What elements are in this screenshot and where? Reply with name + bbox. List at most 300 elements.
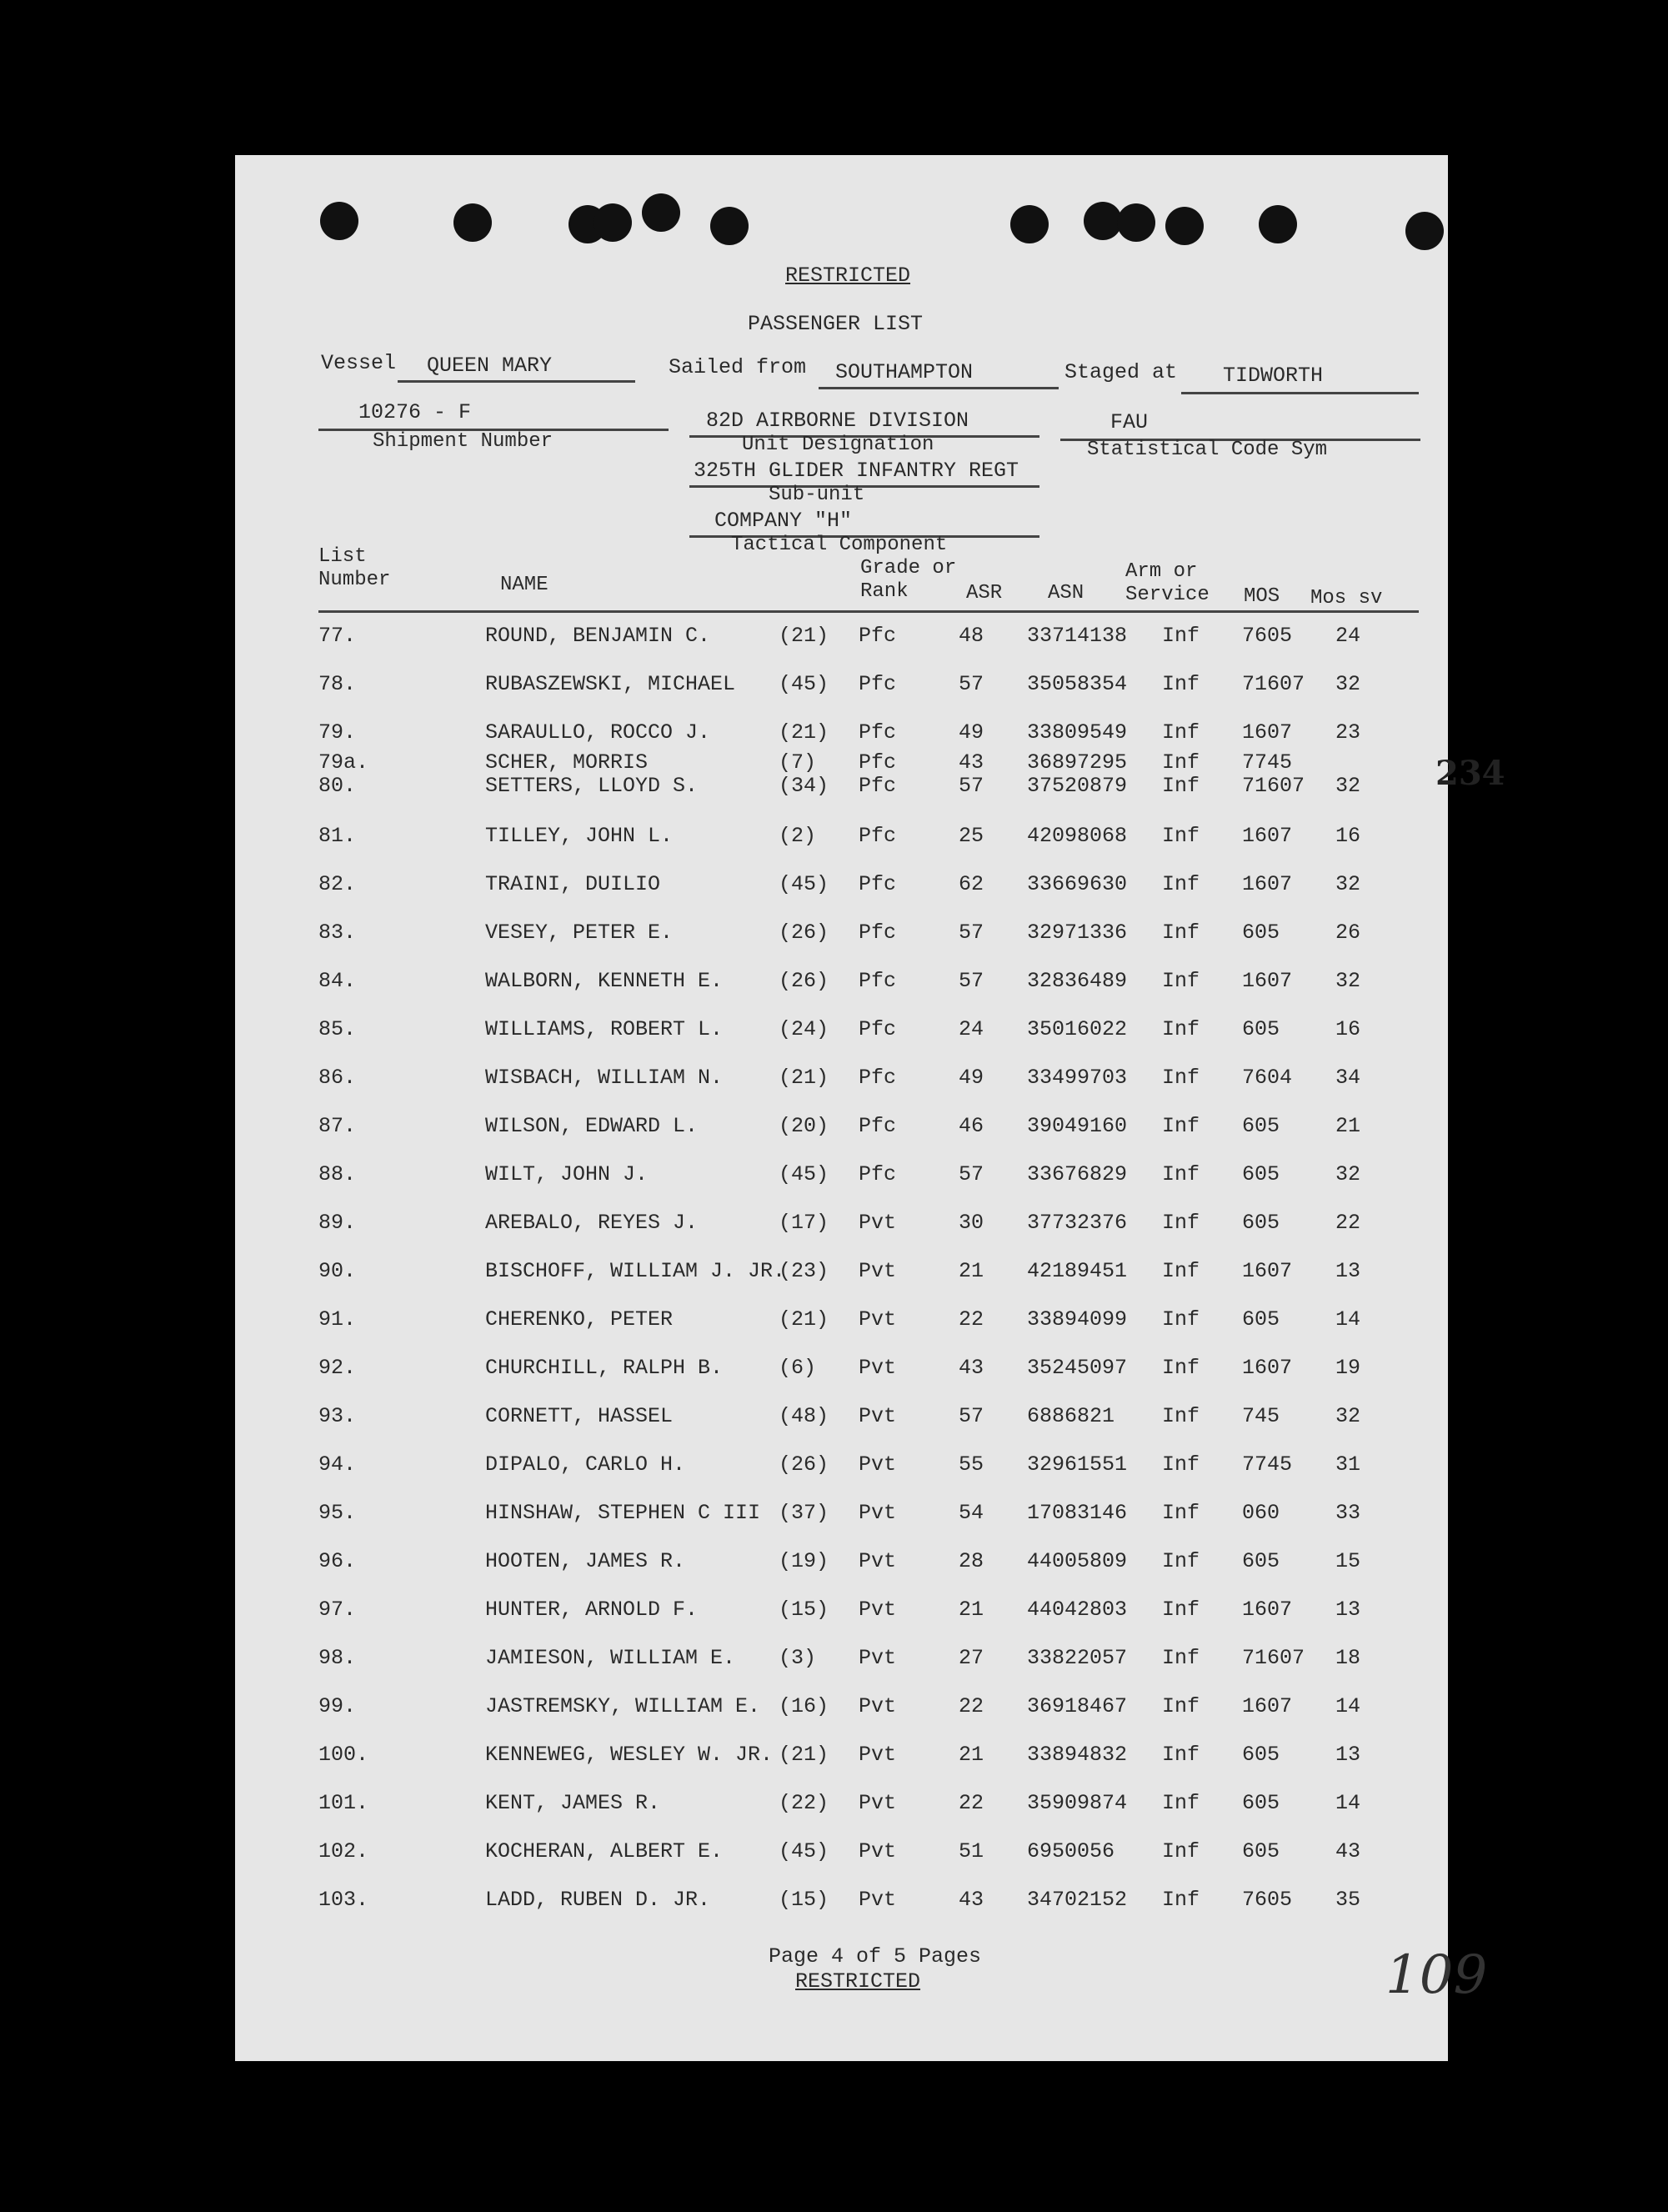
mos-service: 32 bbox=[1335, 1404, 1361, 1428]
passenger-name: TILLEY, JOHN L. bbox=[485, 824, 674, 848]
list-number: 86. bbox=[318, 1066, 357, 1090]
arm-service: Inf bbox=[1162, 750, 1200, 775]
col-asr: ASR bbox=[966, 582, 1003, 604]
col-name: NAME bbox=[500, 574, 548, 596]
rank: Pfc bbox=[859, 824, 897, 848]
asn: 37520879 bbox=[1027, 774, 1128, 798]
list-number: 79. bbox=[318, 720, 357, 745]
punch-hole bbox=[1259, 205, 1297, 243]
mos: 71607 bbox=[1242, 774, 1305, 798]
table-row bbox=[235, 1694, 1448, 1728]
list-number: 89. bbox=[318, 1211, 357, 1235]
mos-service: 33 bbox=[1335, 1501, 1361, 1525]
asn: 33822057 bbox=[1027, 1646, 1128, 1670]
arm-service: Inf bbox=[1162, 1404, 1200, 1428]
table-row bbox=[235, 1598, 1448, 1631]
col-mossv: Mos sv bbox=[1310, 587, 1383, 609]
staged-line bbox=[1181, 392, 1419, 394]
mos: 7745 bbox=[1242, 750, 1293, 775]
rank: Pvt bbox=[859, 1646, 897, 1670]
mos: 605 bbox=[1242, 1743, 1280, 1767]
vessel-label: Vessel bbox=[321, 351, 397, 375]
mos: 7745 bbox=[1242, 1452, 1293, 1477]
mos: 605 bbox=[1242, 1307, 1280, 1332]
rank: Pfc bbox=[859, 720, 897, 745]
table-row bbox=[235, 1888, 1448, 1921]
table-row bbox=[235, 1066, 1448, 1099]
code: (19) bbox=[779, 1549, 829, 1573]
vessel-line bbox=[398, 380, 635, 383]
asr: 57 bbox=[959, 1162, 984, 1186]
asr: 55 bbox=[959, 1452, 984, 1477]
mos: 1607 bbox=[1242, 824, 1293, 848]
mos: 7605 bbox=[1242, 624, 1293, 648]
arm-service: Inf bbox=[1162, 1743, 1200, 1767]
mos: 7605 bbox=[1242, 1888, 1293, 1912]
mos-service: 23 bbox=[1335, 720, 1361, 745]
asr: 49 bbox=[959, 1066, 984, 1090]
code: (21) bbox=[779, 624, 829, 648]
asn: 33669630 bbox=[1027, 872, 1128, 896]
col-list: List bbox=[318, 545, 367, 568]
list-number: 97. bbox=[318, 1598, 357, 1622]
list-number: 103. bbox=[318, 1888, 369, 1912]
code: (45) bbox=[779, 1162, 829, 1186]
punch-hole bbox=[594, 203, 632, 242]
rank: Pfc bbox=[859, 920, 897, 945]
table-row bbox=[235, 1017, 1448, 1051]
passenger-name: CHERENKO, PETER bbox=[485, 1307, 674, 1332]
mos: 1607 bbox=[1242, 720, 1293, 745]
mos-service: 32 bbox=[1335, 872, 1361, 896]
list-number: 98. bbox=[318, 1646, 357, 1670]
arm-service: Inf bbox=[1162, 1356, 1200, 1380]
code: (26) bbox=[779, 969, 829, 993]
mos: 1607 bbox=[1242, 1259, 1293, 1283]
passenger-name: AREBALO, REYES J. bbox=[485, 1211, 699, 1235]
mos: 1607 bbox=[1242, 1694, 1293, 1718]
rank: Pvt bbox=[859, 1356, 897, 1380]
asr: 54 bbox=[959, 1501, 984, 1525]
passenger-name: LADD, RUBEN D. JR. bbox=[485, 1888, 711, 1912]
code: (16) bbox=[779, 1694, 829, 1718]
col-grade: Grade or bbox=[860, 557, 957, 579]
col-rank: Rank bbox=[860, 580, 909, 603]
mos: 605 bbox=[1242, 1114, 1280, 1138]
mos: 745 bbox=[1242, 1404, 1280, 1428]
rank: Pfc bbox=[859, 624, 897, 648]
shipment-label: Shipment Number bbox=[373, 430, 553, 453]
code: (7) bbox=[779, 750, 817, 775]
mos: 605 bbox=[1242, 1791, 1280, 1815]
list-number: 93. bbox=[318, 1404, 357, 1428]
passenger-name: WALBORN, KENNETH E. bbox=[485, 969, 724, 993]
table-row bbox=[235, 1356, 1448, 1389]
arm-service: Inf bbox=[1162, 969, 1200, 993]
asn: 34702152 bbox=[1027, 1888, 1128, 1912]
staged-label: Staged at bbox=[1064, 360, 1178, 384]
code: (48) bbox=[779, 1404, 829, 1428]
mos-service: 34 bbox=[1335, 1066, 1361, 1090]
asr: 49 bbox=[959, 720, 984, 745]
table-row bbox=[235, 1791, 1448, 1824]
asr: 21 bbox=[959, 1598, 984, 1622]
asn: 44005809 bbox=[1027, 1549, 1128, 1573]
table-row bbox=[235, 920, 1448, 954]
passenger-name: WILLIAMS, ROBERT L. bbox=[485, 1017, 724, 1041]
list-number: 79a. bbox=[318, 750, 369, 775]
arm-service: Inf bbox=[1162, 672, 1200, 696]
code: (21) bbox=[779, 1307, 829, 1332]
mos: 7604 bbox=[1242, 1066, 1293, 1090]
restricted-footer: RESTRICTED bbox=[795, 1969, 921, 1994]
asn: 35245097 bbox=[1027, 1356, 1128, 1380]
mos-service: 18 bbox=[1335, 1646, 1361, 1670]
table-row bbox=[235, 624, 1448, 657]
document-page bbox=[235, 155, 1505, 2061]
sailed-label: Sailed from bbox=[669, 355, 807, 379]
mos: 605 bbox=[1242, 1549, 1280, 1573]
arm-service: Inf bbox=[1162, 1066, 1200, 1090]
mos-service: 24 bbox=[1335, 624, 1361, 648]
code: (15) bbox=[779, 1888, 829, 1912]
asr: 57 bbox=[959, 672, 984, 696]
mos-service: 16 bbox=[1335, 824, 1361, 848]
asn: 36918467 bbox=[1027, 1694, 1128, 1718]
arm-service: Inf bbox=[1162, 920, 1200, 945]
rank: Pfc bbox=[859, 969, 897, 993]
code: (45) bbox=[779, 1839, 829, 1863]
mos: 1607 bbox=[1242, 1356, 1293, 1380]
table-row bbox=[235, 969, 1448, 1002]
list-number: 82. bbox=[318, 872, 357, 896]
code: (21) bbox=[779, 1743, 829, 1767]
statistical-code: FAU bbox=[1110, 410, 1149, 434]
table-row bbox=[235, 1259, 1448, 1292]
asn: 35909874 bbox=[1027, 1791, 1128, 1815]
document-title: PASSENGER LIST bbox=[748, 312, 924, 336]
arm-service: Inf bbox=[1162, 1646, 1200, 1670]
mos: 605 bbox=[1242, 920, 1280, 945]
mos: 71607 bbox=[1242, 1646, 1305, 1670]
vessel-value: QUEEN MARY bbox=[427, 354, 553, 378]
rank: Pfc bbox=[859, 672, 897, 696]
mos-service: 14 bbox=[1335, 1307, 1361, 1332]
asr: 46 bbox=[959, 1114, 984, 1138]
list-number: 87. bbox=[318, 1114, 357, 1138]
arm-service: Inf bbox=[1162, 1694, 1200, 1718]
asn: 39049160 bbox=[1027, 1114, 1128, 1138]
component-label: Tactical Component bbox=[731, 534, 948, 556]
list-number: 94. bbox=[318, 1452, 357, 1477]
col-service: Service bbox=[1125, 584, 1210, 606]
asn: 32836489 bbox=[1027, 969, 1128, 993]
list-number: 102. bbox=[318, 1839, 369, 1863]
rank: Pfc bbox=[859, 872, 897, 896]
list-number: 96. bbox=[318, 1549, 357, 1573]
list-number: 91. bbox=[318, 1307, 357, 1332]
restricted-header: RESTRICTED bbox=[785, 263, 911, 288]
arm-service: Inf bbox=[1162, 1259, 1200, 1283]
table-row bbox=[235, 1307, 1448, 1341]
arm-service: Inf bbox=[1162, 1211, 1200, 1235]
code: (34) bbox=[779, 774, 829, 798]
subunit-label: Sub-unit bbox=[769, 484, 865, 506]
table-row bbox=[235, 1646, 1448, 1679]
rank: Pvt bbox=[859, 1598, 897, 1622]
rank: Pfc bbox=[859, 1017, 897, 1041]
rank: Pvt bbox=[859, 1743, 897, 1767]
mos-service: 16 bbox=[1335, 1017, 1361, 1041]
arm-service: Inf bbox=[1162, 1307, 1200, 1332]
rank: Pvt bbox=[859, 1259, 897, 1283]
arm-service: Inf bbox=[1162, 1162, 1200, 1186]
staged-value: TIDWORTH bbox=[1223, 364, 1324, 388]
tactical-component: COMPANY "H" bbox=[714, 509, 853, 533]
arm-service: Inf bbox=[1162, 1017, 1200, 1041]
asn: 33894832 bbox=[1027, 1743, 1128, 1767]
asn: 6886821 bbox=[1027, 1404, 1115, 1428]
list-number: 83. bbox=[318, 920, 357, 945]
col-asn: ASN bbox=[1048, 582, 1084, 604]
sailed-line bbox=[819, 387, 1059, 389]
passenger-name: VESEY, PETER E. bbox=[485, 920, 674, 945]
passenger-name: BISCHOFF, WILLIAM J. JR. bbox=[485, 1259, 786, 1283]
code: (21) bbox=[779, 720, 829, 745]
arm-service: Inf bbox=[1162, 1501, 1200, 1525]
unit-label: Unit Designation bbox=[742, 434, 934, 456]
mos-service: 26 bbox=[1335, 920, 1361, 945]
passenger-name: JAMIESON, WILLIAM E. bbox=[485, 1646, 736, 1670]
code: (22) bbox=[779, 1791, 829, 1815]
arm-service: Inf bbox=[1162, 1839, 1200, 1863]
mos-service: 19 bbox=[1335, 1356, 1361, 1380]
asn: 33894099 bbox=[1027, 1307, 1128, 1332]
code: (20) bbox=[779, 1114, 829, 1138]
mos: 605 bbox=[1242, 1839, 1280, 1863]
passenger-name: KENT, JAMES R. bbox=[485, 1791, 661, 1815]
table-row bbox=[235, 1114, 1448, 1147]
list-number: 99. bbox=[318, 1694, 357, 1718]
passenger-name: SARAULLO, ROCCO J. bbox=[485, 720, 711, 745]
code: (6) bbox=[779, 1356, 817, 1380]
mos: 1607 bbox=[1242, 969, 1293, 993]
rank: Pfc bbox=[859, 1162, 897, 1186]
code: (26) bbox=[779, 1452, 829, 1477]
asr: 25 bbox=[959, 824, 984, 848]
mos: 605 bbox=[1242, 1211, 1280, 1235]
mos: 060 bbox=[1242, 1501, 1280, 1525]
shipment-number: 10276 - F bbox=[358, 400, 472, 424]
col-mos: MOS bbox=[1244, 585, 1280, 608]
table-row bbox=[235, 1743, 1448, 1776]
passenger-name: SCHER, MORRIS bbox=[485, 750, 649, 775]
list-number: 77. bbox=[318, 624, 357, 648]
rank: Pvt bbox=[859, 1211, 897, 1235]
mos-service: 13 bbox=[1335, 1259, 1361, 1283]
asn: 35058354 bbox=[1027, 672, 1128, 696]
code: (45) bbox=[779, 872, 829, 896]
passenger-name: WILT, JOHN J. bbox=[485, 1162, 649, 1186]
asn: 42189451 bbox=[1027, 1259, 1128, 1283]
asr: 57 bbox=[959, 1404, 984, 1428]
rank: Pvt bbox=[859, 1501, 897, 1525]
subunit-designation: 325TH GLIDER INFANTRY REGT bbox=[694, 459, 1019, 483]
punch-hole bbox=[1010, 205, 1049, 243]
list-number: 101. bbox=[318, 1791, 369, 1815]
statistical-label: Statistical Code Sym bbox=[1087, 439, 1328, 461]
passenger-name: HINSHAW, STEPHEN C III bbox=[485, 1501, 761, 1525]
punch-hole bbox=[453, 203, 492, 242]
rank: Pfc bbox=[859, 1114, 897, 1138]
mos-service: 32 bbox=[1335, 1162, 1361, 1186]
passenger-name: WILSON, EDWARD L. bbox=[485, 1114, 699, 1138]
asn: 33809549 bbox=[1027, 720, 1128, 745]
arm-service: Inf bbox=[1162, 774, 1200, 798]
list-number: 80. bbox=[318, 774, 357, 798]
table-row bbox=[235, 1404, 1448, 1437]
rank: Pvt bbox=[859, 1839, 897, 1863]
mos: 1607 bbox=[1242, 872, 1293, 896]
mos: 71607 bbox=[1242, 672, 1305, 696]
arm-service: Inf bbox=[1162, 1598, 1200, 1622]
passenger-name: HOOTEN, JAMES R. bbox=[485, 1549, 686, 1573]
asr: 57 bbox=[959, 969, 984, 993]
passenger-name: CHURCHILL, RALPH B. bbox=[485, 1356, 724, 1380]
rank: Pfc bbox=[859, 774, 897, 798]
code: (23) bbox=[779, 1259, 829, 1283]
passenger-name: WISBACH, WILLIAM N. bbox=[485, 1066, 724, 1090]
code: (15) bbox=[779, 1598, 829, 1622]
asr: 22 bbox=[959, 1791, 984, 1815]
asn: 33499703 bbox=[1027, 1066, 1128, 1090]
mos: 1607 bbox=[1242, 1598, 1293, 1622]
rank: Pfc bbox=[859, 750, 897, 775]
list-number: 81. bbox=[318, 824, 357, 848]
mos: 605 bbox=[1242, 1162, 1280, 1186]
list-number: 84. bbox=[318, 969, 357, 993]
asn: 32961551 bbox=[1027, 1452, 1128, 1477]
asr: 21 bbox=[959, 1743, 984, 1767]
asn: 44042803 bbox=[1027, 1598, 1128, 1622]
punch-hole bbox=[642, 193, 680, 232]
asn: 35016022 bbox=[1027, 1017, 1128, 1041]
asr: 27 bbox=[959, 1646, 984, 1670]
punch-hole bbox=[320, 202, 358, 240]
table-row bbox=[235, 1162, 1448, 1196]
mos-service: 13 bbox=[1335, 1598, 1361, 1622]
table-row bbox=[235, 1501, 1448, 1534]
arm-service: Inf bbox=[1162, 624, 1200, 648]
table-row bbox=[235, 1549, 1448, 1583]
asr: 57 bbox=[959, 920, 984, 945]
code: (24) bbox=[779, 1017, 829, 1041]
mos-service: 14 bbox=[1335, 1694, 1361, 1718]
punch-hole bbox=[1165, 207, 1204, 245]
mos-service: 32 bbox=[1335, 672, 1361, 696]
passenger-name: JASTREMSKY, WILLIAM E. bbox=[485, 1694, 761, 1718]
mos-service: 31 bbox=[1335, 1452, 1361, 1477]
asr: 62 bbox=[959, 872, 984, 896]
mos-service: 14 bbox=[1335, 1791, 1361, 1815]
rank: Pvt bbox=[859, 1452, 897, 1477]
list-number: 100. bbox=[318, 1743, 369, 1767]
asn: 36897295 bbox=[1027, 750, 1128, 775]
asn: 32971336 bbox=[1027, 920, 1128, 945]
rank: Pvt bbox=[859, 1791, 897, 1815]
arm-service: Inf bbox=[1162, 1549, 1200, 1573]
arm-service: Inf bbox=[1162, 824, 1200, 848]
mos-service: 22 bbox=[1335, 1211, 1361, 1235]
passenger-name: TRAINI, DUILIO bbox=[485, 872, 661, 896]
asr: 51 bbox=[959, 1839, 984, 1863]
list-number: 78. bbox=[318, 672, 357, 696]
list-number: 90. bbox=[318, 1259, 357, 1283]
code: (17) bbox=[779, 1211, 829, 1235]
code: (37) bbox=[779, 1501, 829, 1525]
asr: 43 bbox=[959, 1356, 984, 1380]
table-row bbox=[235, 720, 1448, 754]
mos-service: 35 bbox=[1335, 1888, 1361, 1912]
code: (26) bbox=[779, 920, 829, 945]
header-rule bbox=[318, 610, 1419, 613]
col-number: Number bbox=[318, 569, 391, 591]
table-row bbox=[235, 1839, 1448, 1873]
passenger-name: RUBASZEWSKI, MICHAEL bbox=[485, 672, 736, 696]
table-row bbox=[235, 1452, 1448, 1486]
asn: 33676829 bbox=[1027, 1162, 1128, 1186]
table-row bbox=[235, 872, 1448, 905]
asn: 6950056 bbox=[1027, 1839, 1115, 1863]
table-row bbox=[235, 672, 1448, 705]
passenger-name: KOCHERAN, ALBERT E. bbox=[485, 1839, 724, 1863]
asr: 57 bbox=[959, 774, 984, 798]
list-number: 88. bbox=[318, 1162, 357, 1186]
punch-hole bbox=[1117, 203, 1155, 242]
table-row bbox=[235, 824, 1448, 857]
asr: 21 bbox=[959, 1259, 984, 1283]
unit-designation: 82D AIRBORNE DIVISION bbox=[706, 409, 969, 433]
arm-service: Inf bbox=[1162, 872, 1200, 896]
punch-hole bbox=[710, 207, 749, 245]
rank: Pvt bbox=[859, 1404, 897, 1428]
sailed-value: SOUTHAMPTON bbox=[835, 360, 974, 384]
asn: 33714138 bbox=[1027, 624, 1128, 648]
rank: Pvt bbox=[859, 1307, 897, 1332]
passenger-name: DIPALO, CARLO H. bbox=[485, 1452, 686, 1477]
arm-service: Inf bbox=[1162, 720, 1200, 745]
mos-service: 15 bbox=[1335, 1549, 1361, 1573]
asr: 48 bbox=[959, 624, 984, 648]
code: (3) bbox=[779, 1646, 817, 1670]
code: (21) bbox=[779, 1066, 829, 1090]
arm-service: Inf bbox=[1162, 1791, 1200, 1815]
list-number: 95. bbox=[318, 1501, 357, 1525]
mos: 605 bbox=[1242, 1017, 1280, 1041]
table-row bbox=[235, 1211, 1448, 1244]
rank: Pvt bbox=[859, 1549, 897, 1573]
asr: 43 bbox=[959, 1888, 984, 1912]
list-number: 92. bbox=[318, 1356, 357, 1380]
handwritten-number: 109 bbox=[1385, 1944, 1488, 2006]
asr: 43 bbox=[959, 750, 984, 775]
code: (2) bbox=[779, 824, 817, 848]
asr: 22 bbox=[959, 1694, 984, 1718]
mos-service: 13 bbox=[1335, 1743, 1361, 1767]
asr: 24 bbox=[959, 1017, 984, 1041]
passenger-name: KENNEWEG, WESLEY W. JR. bbox=[485, 1743, 774, 1767]
passenger-name: CORNETT, HASSEL bbox=[485, 1404, 674, 1428]
